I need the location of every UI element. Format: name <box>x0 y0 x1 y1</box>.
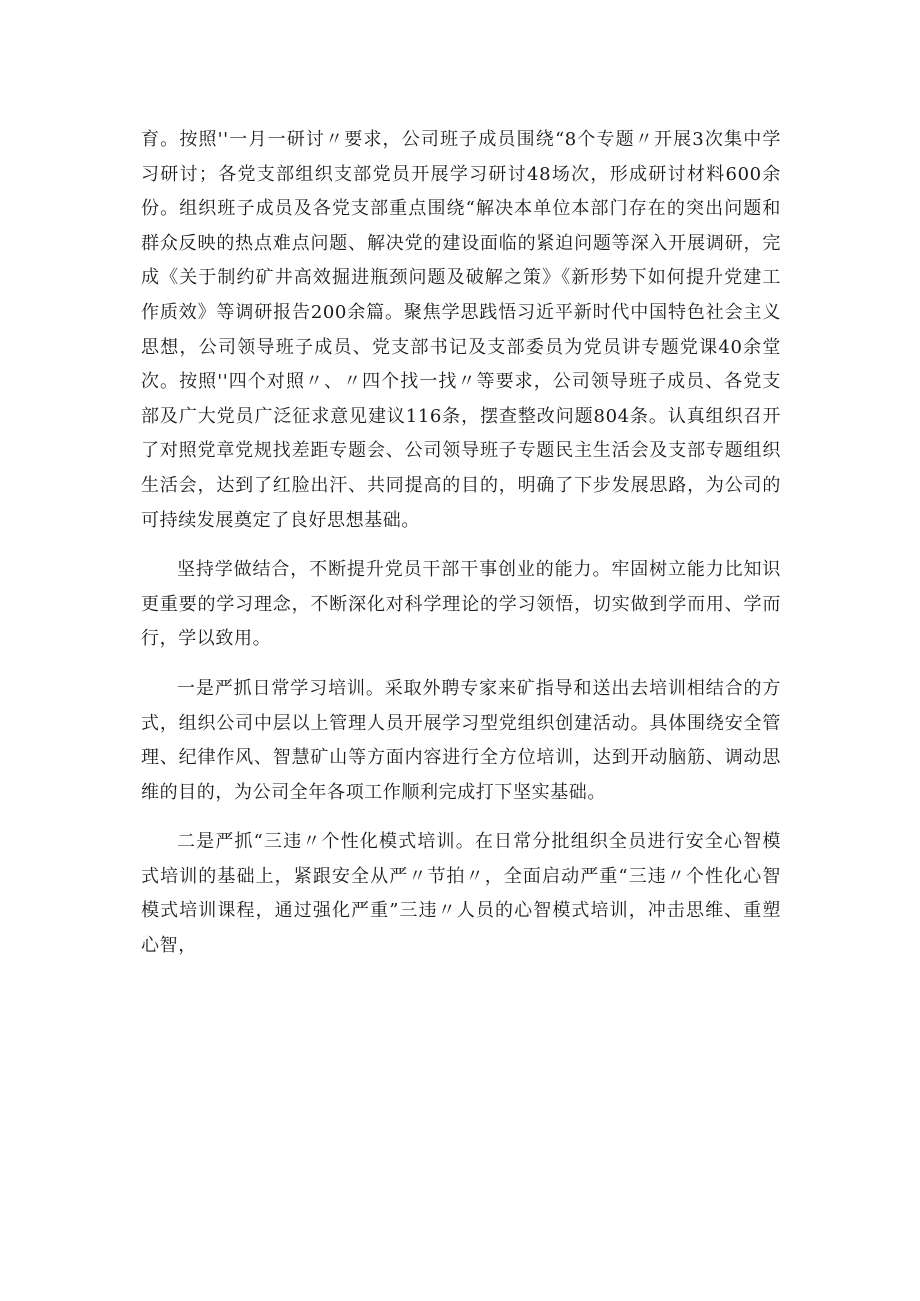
paragraph-daily-training: 一是严抓日常学习培训。采取外聘专家来矿指导和送出去培训相结合的方式，组织公司中层以上管理人员开展学习型党组织创建活动。具体围绕安全管理、纪律作风、智慧矿山等方面内容进行全方位培训，达到开动脑筋、调动思维的目的，为公司全年各项工作顺利完成打下坚实基础。 <box>141 677 781 803</box>
document-body <box>141 123 781 979</box>
paragraph-study-seminars: 育。按照''一月一研讨〃要求，公司班子成员围绕“8个专题〃开展3次集中学习研讨；各党支部组织支部党员开展学习研讨48场次，形成研讨材料600余份。组织班子成员及各党支部重点围绕“解决本单位本部门存在的突出问题和群众反映的热点难点问题、解决党的建设面临的紧迫问题等深入开展调研，完成《关于制约矿井高效掘进瓶颈问题及破解之策》《新形势下如何提升党建工作质效》等调研报告200余篇。聚焦学思践悟习近平新时代中国特色社会主义思想，公司领导班子成员、党支部书记及支部委员为党员讲专题党课40余堂次。按照''四个对照〃、〃四个找一找〃等要求，公司领导班子成员、各党支部及广大党员广泛征求意见建议116条，摆查整改问题804条。认真组织召开了对照党章党规找差距专题会、公司领导班子专题民主生活会及支部专题组织生活会，达到了红脸出汗、共同提高的目的，明确了下步发展思路，为公司的可持续发展奠定了良好思想基础。 <box>141 129 781 531</box>
paragraph-three-violations-training: 二是严抓“三违〃个性化模式培训。在日常分批组织全员进行安全心智模式培训的基础上，紧跟安全从严〃节拍〃，全面启动严重“三违〃个性化心智模式培训课程，通过强化严重”三违〃人员的心智模式培训，冲击思维、重塑心智， <box>141 831 781 957</box>
paragraph-learning-and-practice: 坚持学做结合，不断提升党员干部干事创业的能力。牢固树立能力比知识更重要的学习理念，不断深化对科学理论的学习领悟，切实做到学而用、学而行，学以致用。 <box>141 559 781 650</box>
